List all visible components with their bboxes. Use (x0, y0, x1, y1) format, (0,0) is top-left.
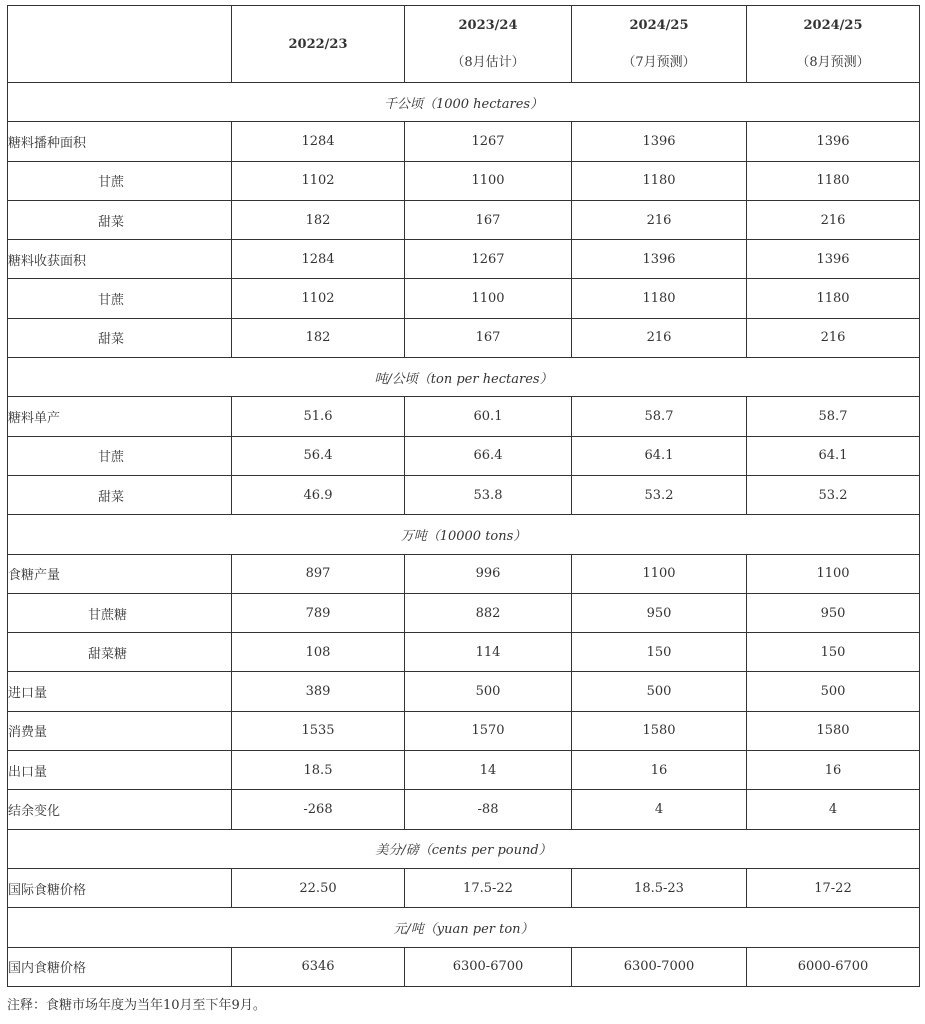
cell-value: 882 (405, 593, 572, 632)
cell-value: 53.2 (747, 475, 920, 514)
cell-value: 1396 (572, 240, 747, 279)
cell-value: 216 (572, 200, 747, 239)
header-subtitle: （8月预测） (796, 55, 870, 70)
cell-value: 150 (572, 633, 747, 672)
row-label: 甘蔗 (8, 279, 232, 318)
cell-value: 950 (747, 593, 920, 632)
table-row (8, 279, 920, 318)
cell-value: 1580 (747, 711, 920, 750)
cell-value: 114 (405, 633, 572, 672)
row-label: 甘蔗 (8, 161, 232, 200)
cell-value: 53.8 (405, 475, 572, 514)
cell-value: 897 (232, 554, 405, 593)
row-label: 甘蔗 (8, 436, 232, 475)
header-year: 2022/23 (288, 36, 348, 52)
sugar-balance-table (7, 5, 920, 987)
table-row (8, 436, 920, 475)
cell-value: 64.1 (747, 436, 920, 475)
row-label: 甜菜 (8, 475, 232, 514)
table-row (8, 593, 920, 632)
cell-value: 1267 (405, 240, 572, 279)
header-subtitle: （7月预测） (622, 55, 696, 70)
table-row (8, 161, 920, 200)
cell-value: 18.5 (232, 751, 405, 790)
cell-value: 1100 (405, 279, 572, 318)
row-label: 进口量 (8, 672, 232, 711)
header-col-2024-25-july (572, 6, 747, 83)
cell-value: 150 (747, 633, 920, 672)
cell-value: 1100 (405, 161, 572, 200)
row-label: 国际食糖价格 (8, 868, 232, 907)
header-year: 2024/25 (629, 18, 689, 33)
header-corner-cell (8, 6, 232, 83)
unit-row-area (8, 83, 920, 122)
cell-value: 58.7 (572, 397, 747, 436)
cell-value: 18.5-23 (572, 868, 747, 907)
unit-row-tons (8, 515, 920, 554)
unit-label: 美分/磅（cents per pound） (8, 829, 920, 868)
row-label: 甜菜 (8, 200, 232, 239)
cell-value: 14 (405, 751, 572, 790)
cell-value: 6300-6700 (405, 947, 572, 986)
cell-value: 996 (405, 554, 572, 593)
table-row (8, 751, 920, 790)
unit-row-yield (8, 358, 920, 397)
header-col-2022-23 (232, 6, 405, 83)
table-row (8, 318, 920, 357)
header-subtitle: （8月估计） (451, 55, 525, 70)
cell-value: -268 (232, 790, 405, 829)
cell-value: 16 (572, 751, 747, 790)
table-row (8, 554, 920, 593)
cell-value: 1396 (747, 122, 920, 161)
cell-value: 16 (747, 751, 920, 790)
header-year: 2024/25 (803, 18, 863, 33)
cell-value: 56.4 (232, 436, 405, 475)
cell-value: 1102 (232, 279, 405, 318)
row-label: 结余变化 (8, 790, 232, 829)
table-row (8, 200, 920, 239)
table-row (8, 672, 920, 711)
table-row (8, 947, 920, 986)
cell-value: 1284 (232, 122, 405, 161)
cell-value: 1535 (232, 711, 405, 750)
cell-value: 1102 (232, 161, 405, 200)
cell-value: 216 (747, 200, 920, 239)
table-row (8, 790, 920, 829)
row-label: 甘蔗糖 (8, 593, 232, 632)
cell-value: 1180 (572, 161, 747, 200)
cell-value: -88 (405, 790, 572, 829)
cell-value: 167 (405, 200, 572, 239)
cell-value: 17.5-22 (405, 868, 572, 907)
table-row (8, 475, 920, 514)
cell-value: 51.6 (232, 397, 405, 436)
unit-label: 万吨（10000 tons） (8, 515, 920, 554)
cell-value: 500 (405, 672, 572, 711)
header-col-2023-24 (405, 6, 572, 83)
cell-value: 4 (572, 790, 747, 829)
header-year: 2023/24 (458, 18, 518, 33)
cell-value: 66.4 (405, 436, 572, 475)
cell-value: 500 (747, 672, 920, 711)
cell-value: 216 (572, 318, 747, 357)
cell-value: 6300-7000 (572, 947, 747, 986)
cell-value: 1267 (405, 122, 572, 161)
cell-value: 46.9 (232, 475, 405, 514)
table-row (8, 633, 920, 672)
table-row (8, 122, 920, 161)
row-label: 糖料单产 (8, 397, 232, 436)
cell-value: 17-22 (747, 868, 920, 907)
cell-value: 1580 (572, 711, 747, 750)
cell-value: 167 (405, 318, 572, 357)
cell-value: 108 (232, 633, 405, 672)
cell-value: 53.2 (572, 475, 747, 514)
cell-value: 389 (232, 672, 405, 711)
unit-label: 千公顷（1000 hectares） (8, 83, 920, 122)
unit-label: 吨/公顷（ton per hectares） (8, 358, 920, 397)
cell-value: 64.1 (572, 436, 747, 475)
cell-value: 1100 (747, 554, 920, 593)
row-label: 甜菜糖 (8, 633, 232, 672)
cell-value: 1180 (747, 279, 920, 318)
table-row (8, 868, 920, 907)
header-row (8, 6, 920, 83)
table-row (8, 397, 920, 436)
cell-value: 22.50 (232, 868, 405, 907)
row-label: 糖料播种面积 (8, 122, 232, 161)
cell-value: 58.7 (747, 397, 920, 436)
cell-value: 1284 (232, 240, 405, 279)
cell-value: 1570 (405, 711, 572, 750)
table-row (8, 711, 920, 750)
unit-label: 元/吨（yuan per ton） (8, 908, 920, 947)
cell-value: 6346 (232, 947, 405, 986)
footnote: 注释：食糖市场年度为当年10月至下年9月。 (7, 998, 266, 1013)
row-label: 国内食糖价格 (8, 947, 232, 986)
header-col-2024-25-aug (747, 6, 920, 83)
cell-value: 4 (747, 790, 920, 829)
cell-value: 182 (232, 200, 405, 239)
cell-value: 950 (572, 593, 747, 632)
cell-value: 1100 (572, 554, 747, 593)
row-label: 甜菜 (8, 318, 232, 357)
cell-value: 1396 (572, 122, 747, 161)
unit-row-cents (8, 829, 920, 868)
row-label: 消费量 (8, 711, 232, 750)
cell-value: 789 (232, 593, 405, 632)
cell-value: 182 (232, 318, 405, 357)
cell-value: 60.1 (405, 397, 572, 436)
cell-value: 500 (572, 672, 747, 711)
unit-row-yuan (8, 908, 920, 947)
row-label: 出口量 (8, 751, 232, 790)
cell-value: 1180 (747, 161, 920, 200)
cell-value: 1180 (572, 279, 747, 318)
cell-value: 6000-6700 (747, 947, 920, 986)
row-label: 食糖产量 (8, 554, 232, 593)
table-row (8, 240, 920, 279)
cell-value: 216 (747, 318, 920, 357)
row-label: 糖料收获面积 (8, 240, 232, 279)
cell-value: 1396 (747, 240, 920, 279)
